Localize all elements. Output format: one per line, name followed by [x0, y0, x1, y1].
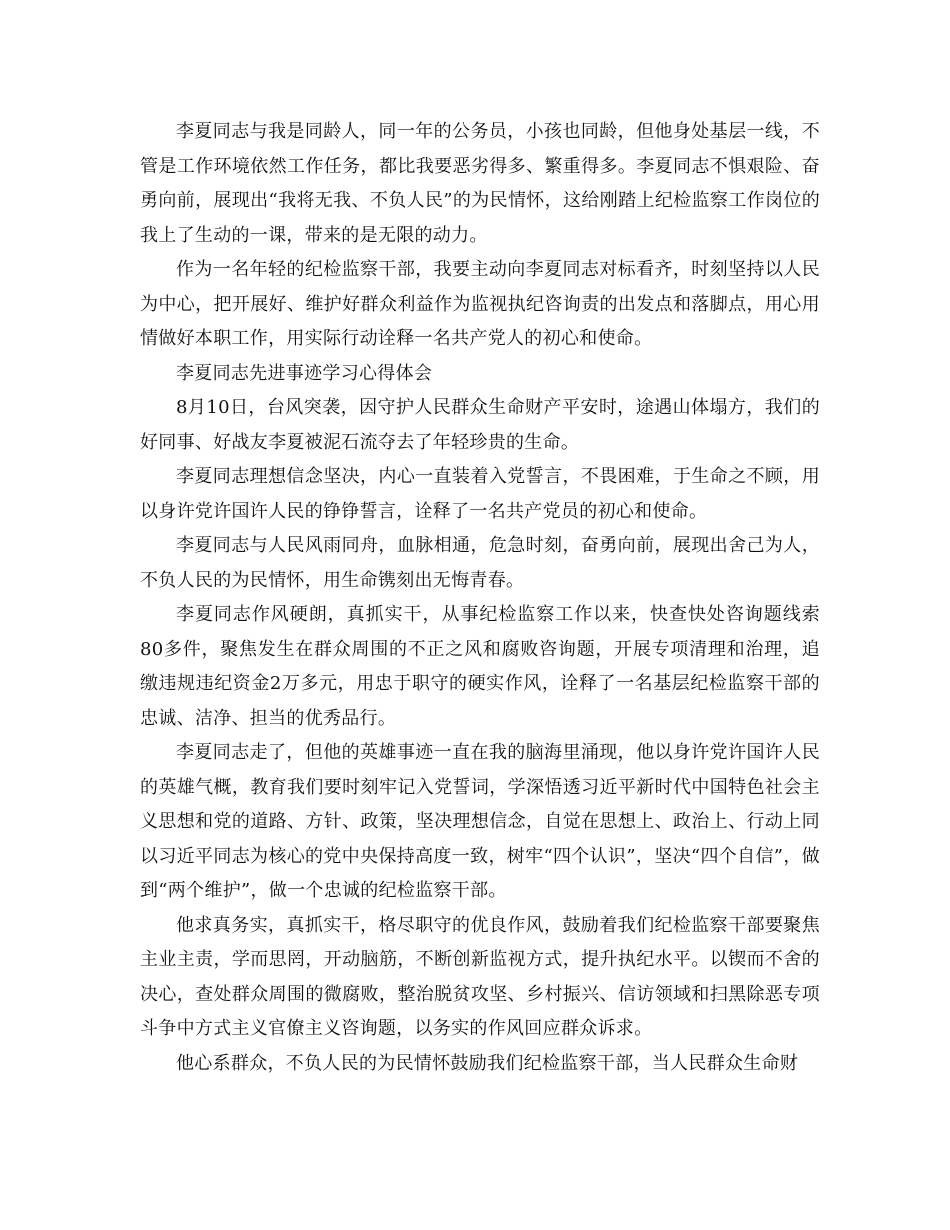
paragraph-4: 李夏同志理想信念坚决，内心一直装着入党誓言，不畏困难，于生命之不顾，用以身许党许国许人民的铮铮誓言，诠释了一名共产党员的初心和使命。 [140, 466, 820, 522]
paragraph-8: 他求真务实，真抓实干，格尽职守的优良作风，鼓励着我们纪检监察干部要聚焦主业主责，学而思罔，开动脑筋，不断创新监视方式，提升执纪水平。以锲而不舍的决心，查处群众周围的微腐败，整治脱贫攻坚、乡村振兴、信访领域和扫黑除恶专项斗争中方式主义官僚主义咨询题，以务实的作风回应群众诉求。 [140, 914, 820, 1039]
paragraph-6: 李夏同志作风硬朗，真抓实干，从事纪检监察工作以来，快查快处咨询题线索80多件，聚焦发生在群众周围的不正之风和腐败咨询题，开展专项清理和治理，追缴违规违纪资金2万多元，用忠于职守的硬实作风，诠释了一名基层纪检监察干部的忠诚、洁净、担当的优秀品行。 [140, 604, 820, 729]
paragraph-2: 作为一名年轻的纪检监察干部，我要主动向李夏同志对标看齐，时刻坚持以人民为中心，把开展好、维护好群众利益作为监视执纪咨询责的出发点和落脚点，用心用情做好本职工作，用实际行动诠释一名共产党人的初心和使命。 [140, 259, 820, 349]
document-body [140, 115, 820, 1081]
paragraph-9: 他心系群众，不负人民的为民情怀鼓励我们纪检监察干部，当人民群众生命财 [176, 1052, 799, 1074]
paragraph-7: 李夏同志走了，但他的英雄事迹一直在我的脑海里涌现，他以身许党许国许人民的英雄气概，教育我们要时刻牢记入党誓词，学深悟透习近平新时代中国特色社会主义思想和党的道路、方针、政策，坚决理想信念，自觉在思想上、政治上、行动上同以习近平同志为核心的党中央保持高度一致，树牢“四个认识”，坚决“四个自信”，做到“两个维护”，做一个忠诚的纪检监察干部。 [140, 742, 820, 901]
section-title: 李夏同志先进事迹学习心得体会 [176, 362, 433, 384]
paragraph-5: 李夏同志与人民风雨同舟，血脉相通，危急时刻，奋勇向前，展现出舍己为人，不负人民的为民情怀，用生命镌刻出无悔青春。 [140, 535, 820, 591]
paragraph-3: 8月10日，台风突袭，因守护人民群众生命财产平安时，途遇山体塌方，我们的好同事、好战友李夏被泥石流夺去了年轻珍贵的生命。 [140, 397, 820, 453]
paragraph-1: 李夏同志与我是同龄人，同一年的公务员，小孩也同龄，但他身处基层一线，不管是工作环境依然工作任务，都比我要恶劣得多、繁重得多。李夏同志不惧艰险、奋勇向前，展现出“我将无我、不负人民”的为民情怀，这给刚踏上纪检监察工作岗位的我上了生动的一课，带来的是无限的动力。 [140, 121, 820, 246]
